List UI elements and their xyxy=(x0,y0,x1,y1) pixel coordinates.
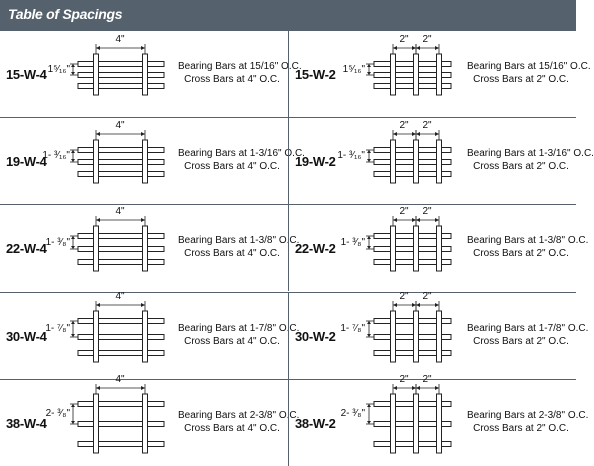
spacing-cell xyxy=(288,30,591,117)
bearing-spacing-label: 2- ³⁄₈" xyxy=(340,407,365,419)
bar-joint xyxy=(95,402,98,405)
bar-joint xyxy=(438,442,441,445)
bar-joint xyxy=(144,149,147,152)
bar-joint xyxy=(144,85,147,88)
bearing-spacing-label: 1- ³⁄₁₆" xyxy=(337,150,365,162)
bar-joint xyxy=(438,261,441,264)
grating-code: 30-W-4 xyxy=(6,328,47,344)
dimension-arrow xyxy=(96,386,100,390)
dimension-arrow xyxy=(71,64,75,67)
spacing-cell xyxy=(288,117,594,204)
bar-joint xyxy=(415,173,418,176)
cross-spacing-label: 2" xyxy=(422,120,432,132)
bearing-bar-spec: Bearing Bars at 2-3/8" O.C. xyxy=(467,409,589,421)
bar-joint xyxy=(392,74,395,77)
bar-joint xyxy=(144,402,147,405)
bearing-spacing-label: 2- ³⁄₈" xyxy=(45,407,70,419)
bar-joint xyxy=(95,235,98,238)
bearing-spacing-label: 1- ³⁄₈" xyxy=(340,236,365,248)
dimension-arrow xyxy=(71,236,75,239)
dimension-arrow xyxy=(435,386,439,390)
bar-joint xyxy=(415,422,418,425)
dimension-arrow xyxy=(141,303,145,307)
dimension-arrow xyxy=(412,303,416,307)
bar-joint xyxy=(144,422,147,425)
bar-joint xyxy=(415,149,418,152)
dimension-arrow xyxy=(416,132,420,136)
bar-joint xyxy=(392,422,395,425)
bearing-bar xyxy=(78,160,164,165)
grating-code: 15-W-2 xyxy=(295,67,336,82)
dimension-arrow xyxy=(367,404,371,407)
bar-joint xyxy=(95,161,98,164)
bar-joint xyxy=(392,63,395,66)
spec-text xyxy=(178,60,302,86)
dimension-arrow xyxy=(416,386,420,390)
cross-spacing-label: 4" xyxy=(115,34,125,45)
bar-joint xyxy=(392,335,395,338)
bearing-bar-spec: Bearing Bars at 1-3/16" O.C. xyxy=(178,148,305,160)
cross-spacing-label: 4" xyxy=(115,120,125,132)
bearing-bar-spec: Bearing Bars at 1-3/8" O.C. xyxy=(467,235,589,247)
bar-joint xyxy=(415,161,418,164)
spacing-cell xyxy=(288,290,589,379)
grating-code: 38-W-4 xyxy=(6,415,47,431)
bearing-spacing-label: 1⁵⁄₁₆" xyxy=(47,63,70,75)
dimension-arrow xyxy=(367,321,371,324)
bar-joint xyxy=(144,319,147,322)
bearing-bar xyxy=(78,401,164,406)
dimension-arrow xyxy=(412,386,416,390)
dimension-arrow xyxy=(393,303,397,307)
dimension-arrow xyxy=(141,386,145,390)
bar-joint xyxy=(95,319,98,322)
bar-joint xyxy=(415,351,418,354)
cross-spacing-label: 2" xyxy=(399,34,409,45)
bar-joint xyxy=(392,173,395,176)
table-title: Table of Spacings xyxy=(8,6,123,22)
cross-spacing-label: 2" xyxy=(422,373,432,385)
bar-joint xyxy=(95,74,98,77)
dimension-arrow xyxy=(96,132,100,136)
cross-bar-spec: Cross Bars at 4" O.C. xyxy=(184,422,280,434)
bar-joint xyxy=(415,85,418,88)
bar-joint xyxy=(438,85,441,88)
bearing-bar xyxy=(78,84,164,89)
bearing-bar-spec: Bearing Bars at 1-3/8" O.C. xyxy=(178,235,300,247)
dimension-arrow xyxy=(416,46,420,50)
cross-bar-spec: Cross Bars at 2" O.C. xyxy=(473,335,569,347)
bearing-bar xyxy=(78,172,164,177)
spacing-cell xyxy=(0,373,300,466)
bar-joint xyxy=(95,149,98,152)
dimension-arrow xyxy=(96,46,100,50)
bearing-bar-spec: Bearing Bars at 2-3/8" O.C. xyxy=(178,409,300,421)
bearing-bar xyxy=(78,334,164,339)
bar-joint xyxy=(144,442,147,445)
grating-code: 38-W-2 xyxy=(295,415,336,431)
dimension-arrow xyxy=(435,303,439,307)
dimension-arrow xyxy=(71,246,75,249)
bar-joint xyxy=(438,173,441,176)
bearing-spacing-label: 1- ³⁄₈" xyxy=(45,236,70,248)
cross-spacing-label: 2" xyxy=(399,120,409,132)
bearing-bar-spec: Bearing Bars at 1-3/16" O.C. xyxy=(467,148,594,160)
dimension-arrow xyxy=(367,236,371,239)
bar-joint xyxy=(95,422,98,425)
spec-text xyxy=(178,147,305,173)
bar-joint xyxy=(392,248,395,251)
bar-joint xyxy=(438,235,441,238)
dimension-arrow xyxy=(412,46,416,50)
grating-code: 19-W-2 xyxy=(295,154,336,170)
bar-joint xyxy=(392,351,395,354)
bar-joint xyxy=(438,74,441,77)
bearing-spacing-label: 1⁵⁄₁₆" xyxy=(342,63,365,75)
cross-spacing-label: 2" xyxy=(399,373,409,385)
bar-joint xyxy=(438,248,441,251)
dimension-arrow xyxy=(393,46,397,50)
bar-joint xyxy=(415,319,418,322)
spacing-cell xyxy=(288,204,589,291)
dimension-arrow xyxy=(367,159,371,162)
bar-joint xyxy=(415,261,418,264)
cross-bar-spec: Cross Bars at 2" O.C. xyxy=(473,74,569,85)
cross-bar-spec: Cross Bars at 4" O.C. xyxy=(184,161,280,173)
dimension-arrow xyxy=(416,303,420,307)
cross-bar-spec: Cross Bars at 4" O.C. xyxy=(184,335,280,347)
dimension-arrow xyxy=(393,132,397,136)
bar-joint xyxy=(144,173,147,176)
spacing-cell xyxy=(0,290,300,379)
bar-joint xyxy=(438,422,441,425)
dimension-arrow xyxy=(367,72,371,75)
grating-code: 19-W-4 xyxy=(6,154,47,170)
bar-joint xyxy=(438,63,441,66)
bearing-bar xyxy=(78,234,164,239)
dimension-arrow xyxy=(435,132,439,136)
dimension-arrow xyxy=(393,386,397,390)
bearing-bar xyxy=(78,260,164,265)
bar-joint xyxy=(415,235,418,238)
spacing-cell xyxy=(0,204,300,291)
bar-joint xyxy=(95,351,98,354)
bearing-spacing-label: 1- ³⁄₁₆" xyxy=(42,150,70,162)
bar-joint xyxy=(95,335,98,338)
bar-joint xyxy=(392,402,395,405)
bar-joint xyxy=(144,161,147,164)
bar-joint xyxy=(438,149,441,152)
dimension-arrow xyxy=(416,218,420,222)
bar-joint xyxy=(95,261,98,264)
bearing-bar xyxy=(78,350,164,355)
cross-spacing-label: 4" xyxy=(115,290,125,302)
bearing-spacing-label: 1- ⁷⁄₈" xyxy=(340,322,365,334)
dimension-arrow xyxy=(141,132,145,136)
bar-joint xyxy=(415,335,418,338)
bar-joint xyxy=(415,248,418,251)
dimension-arrow xyxy=(71,421,75,424)
dimension-arrow xyxy=(367,64,371,67)
bar-joint xyxy=(392,161,395,164)
bar-joint xyxy=(144,248,147,251)
bearing-bar-spec: Bearing Bars at 15/16" O.C. xyxy=(178,61,302,72)
bar-joint xyxy=(144,351,147,354)
bar-joint xyxy=(95,63,98,66)
bar-joint xyxy=(95,442,98,445)
bar-joint xyxy=(438,402,441,405)
cross-spacing-label: 2" xyxy=(422,290,432,302)
cross-bar-spec: Cross Bars at 2" O.C. xyxy=(473,248,569,260)
bearing-bar xyxy=(78,441,164,446)
cross-bar-spec: Cross Bars at 2" O.C. xyxy=(473,161,569,173)
bar-joint xyxy=(392,235,395,238)
grating-code: 30-W-2 xyxy=(295,328,336,344)
grating-code: 15-W-4 xyxy=(6,67,47,82)
bearing-bar xyxy=(78,62,164,67)
bar-joint xyxy=(415,442,418,445)
cross-spacing-label: 4" xyxy=(115,373,125,385)
spacing-grid xyxy=(0,30,594,466)
dimension-arrow xyxy=(412,218,416,222)
bar-joint xyxy=(438,161,441,164)
bar-joint xyxy=(392,319,395,322)
spacing-cell xyxy=(0,117,305,204)
cross-bar-spec: Cross Bars at 4" O.C. xyxy=(184,248,280,260)
bar-joint xyxy=(144,63,147,66)
dimension-arrow xyxy=(71,159,75,162)
cross-spacing-label: 4" xyxy=(115,206,125,218)
bar-joint xyxy=(438,335,441,338)
spacing-cell xyxy=(0,30,302,117)
dimension-arrow xyxy=(96,218,100,222)
dimension-arrow xyxy=(393,218,397,222)
dimension-arrow xyxy=(435,46,439,50)
dimension-arrow xyxy=(367,246,371,249)
bar-joint xyxy=(392,149,395,152)
dimension-arrow xyxy=(141,218,145,222)
grating-code: 22-W-2 xyxy=(295,241,336,257)
dimension-arrow xyxy=(71,321,75,324)
dimension-arrow xyxy=(367,150,371,153)
dimension-arrow xyxy=(367,421,371,424)
cross-spacing-label: 2" xyxy=(422,206,432,218)
bar-joint xyxy=(144,261,147,264)
spec-text xyxy=(178,322,300,348)
cross-spacing-label: 2" xyxy=(399,206,409,218)
bar-joint xyxy=(95,248,98,251)
dimension-arrow xyxy=(71,72,75,75)
cross-bar-spec: Cross Bars at 4" O.C. xyxy=(184,74,280,85)
bearing-bar xyxy=(78,421,164,426)
cross-bar-spec: Cross Bars at 2" O.C. xyxy=(473,422,569,434)
grating-code: 22-W-4 xyxy=(6,241,47,257)
bar-joint xyxy=(95,173,98,176)
bearing-bar xyxy=(78,247,164,252)
spec-text xyxy=(467,322,589,348)
table-header xyxy=(0,0,576,30)
bar-joint xyxy=(415,402,418,405)
spec-text xyxy=(178,234,300,260)
spec-text xyxy=(467,60,591,86)
dimension-arrow xyxy=(96,303,100,307)
bar-joint xyxy=(392,442,395,445)
dimension-arrow xyxy=(71,334,75,337)
bar-joint xyxy=(144,235,147,238)
dimension-arrow xyxy=(412,132,416,136)
bar-joint xyxy=(144,74,147,77)
bar-joint xyxy=(392,261,395,264)
cross-spacing-label: 2" xyxy=(399,290,409,302)
bearing-spacing-label: 1- ⁷⁄₈" xyxy=(45,322,70,334)
bar-joint xyxy=(438,319,441,322)
dimension-arrow xyxy=(71,150,75,153)
dimension-arrow xyxy=(71,404,75,407)
dimension-arrow xyxy=(367,334,371,337)
spec-text xyxy=(467,409,589,435)
spacing-cell xyxy=(288,373,589,466)
bar-joint xyxy=(415,63,418,66)
spec-text xyxy=(178,409,300,435)
bar-joint xyxy=(392,85,395,88)
bar-joint xyxy=(438,351,441,354)
dimension-arrow xyxy=(435,218,439,222)
cross-spacing-label: 2" xyxy=(422,34,432,45)
bearing-bar xyxy=(78,318,164,323)
bearing-bar-spec: Bearing Bars at 1-7/8" O.C. xyxy=(178,322,300,334)
bearing-bar-spec: Bearing Bars at 1-7/8" O.C. xyxy=(467,322,589,334)
bar-joint xyxy=(144,335,147,338)
bar-joint xyxy=(415,74,418,77)
bar-joint xyxy=(95,85,98,88)
spec-text xyxy=(467,147,594,173)
bearing-bar xyxy=(78,148,164,153)
bearing-bar xyxy=(78,73,164,78)
bearing-bar-spec: Bearing Bars at 15/16" O.C. xyxy=(467,61,591,72)
dimension-arrow xyxy=(141,46,145,50)
spec-text xyxy=(467,234,589,260)
